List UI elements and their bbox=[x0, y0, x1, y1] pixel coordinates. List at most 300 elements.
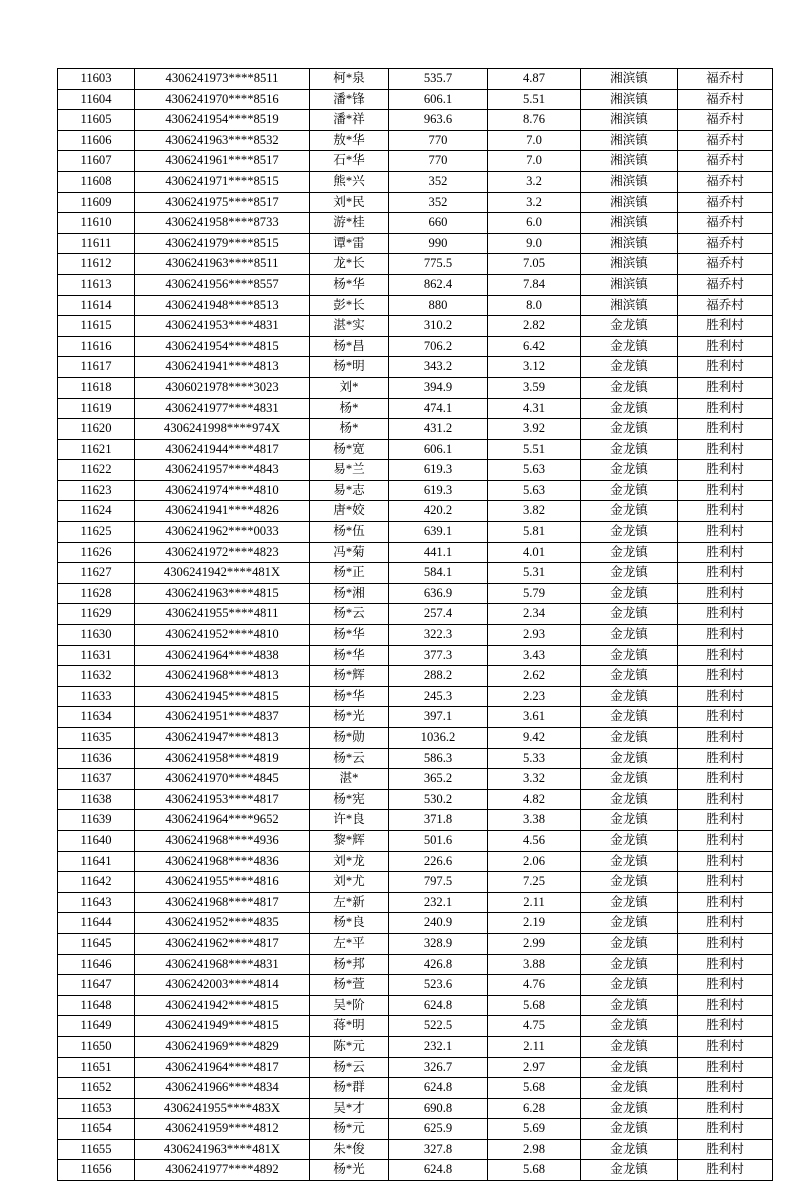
cell-village: 胜利村 bbox=[678, 501, 773, 522]
cell-town: 金龙镇 bbox=[581, 1036, 678, 1057]
cell-id: 11630 bbox=[58, 625, 135, 646]
cell-id-card: 4306241963****8511 bbox=[135, 254, 310, 275]
cell-id: 11638 bbox=[58, 789, 135, 810]
table-row bbox=[58, 316, 773, 337]
cell-name: 杨*伍 bbox=[310, 522, 389, 543]
cell-id-card: 4306241955****4816 bbox=[135, 872, 310, 893]
cell-village: 胜利村 bbox=[678, 336, 773, 357]
table-row bbox=[58, 666, 773, 687]
cell-town: 金龙镇 bbox=[581, 975, 678, 996]
cell-amount: 327.8 bbox=[389, 1139, 488, 1160]
cell-amount: 624.8 bbox=[389, 1160, 488, 1181]
cell-amount: 624.8 bbox=[389, 1078, 488, 1099]
table-row bbox=[58, 851, 773, 872]
cell-amount: 420.2 bbox=[389, 501, 488, 522]
cell-village: 胜利村 bbox=[678, 666, 773, 687]
cell-name: 杨* bbox=[310, 419, 389, 440]
cell-name: 吴*阶 bbox=[310, 995, 389, 1016]
cell-amount: 706.2 bbox=[389, 336, 488, 357]
cell-village: 胜利村 bbox=[678, 686, 773, 707]
cell-rate: 2.97 bbox=[488, 1057, 581, 1078]
table-row bbox=[58, 645, 773, 666]
cell-name: 黎*辉 bbox=[310, 830, 389, 851]
table-row bbox=[58, 830, 773, 851]
cell-town: 金龙镇 bbox=[581, 1057, 678, 1078]
table-row bbox=[58, 707, 773, 728]
table-row bbox=[58, 377, 773, 398]
cell-town: 金龙镇 bbox=[581, 357, 678, 378]
cell-name: 游*桂 bbox=[310, 213, 389, 234]
cell-village: 胜利村 bbox=[678, 954, 773, 975]
cell-village: 胜利村 bbox=[678, 913, 773, 934]
cell-village: 胜利村 bbox=[678, 398, 773, 419]
table-row bbox=[58, 419, 773, 440]
cell-village: 胜利村 bbox=[678, 728, 773, 749]
cell-town: 金龙镇 bbox=[581, 1098, 678, 1119]
cell-rate: 3.88 bbox=[488, 954, 581, 975]
cell-rate: 7.0 bbox=[488, 151, 581, 172]
cell-rate: 5.68 bbox=[488, 995, 581, 1016]
table-row bbox=[58, 89, 773, 110]
cell-id-card: 4306241963****4815 bbox=[135, 583, 310, 604]
table-row bbox=[58, 686, 773, 707]
cell-amount: 474.1 bbox=[389, 398, 488, 419]
cell-name: 左*新 bbox=[310, 892, 389, 913]
cell-town: 金龙镇 bbox=[581, 563, 678, 584]
cell-id-card: 4306241952****4835 bbox=[135, 913, 310, 934]
cell-amount: 639.1 bbox=[389, 522, 488, 543]
cell-town: 金龙镇 bbox=[581, 522, 678, 543]
cell-id-card: 4306241975****8517 bbox=[135, 192, 310, 213]
cell-village: 胜利村 bbox=[678, 316, 773, 337]
cell-amount: 371.8 bbox=[389, 810, 488, 831]
cell-amount: 352 bbox=[389, 192, 488, 213]
cell-name: 杨*元 bbox=[310, 1119, 389, 1140]
cell-town: 金龙镇 bbox=[581, 913, 678, 934]
cell-id: 11635 bbox=[58, 728, 135, 749]
cell-village: 胜利村 bbox=[678, 707, 773, 728]
cell-town: 金龙镇 bbox=[581, 707, 678, 728]
cell-village: 胜利村 bbox=[678, 851, 773, 872]
cell-id-card: 4306241963****8532 bbox=[135, 130, 310, 151]
cell-name: 石*华 bbox=[310, 151, 389, 172]
cell-id: 11651 bbox=[58, 1057, 135, 1078]
cell-town: 金龙镇 bbox=[581, 728, 678, 749]
cell-id: 11618 bbox=[58, 377, 135, 398]
cell-village: 福乔村 bbox=[678, 274, 773, 295]
cell-rate: 6.0 bbox=[488, 213, 581, 234]
table-row bbox=[58, 789, 773, 810]
cell-amount: 522.5 bbox=[389, 1016, 488, 1037]
cell-name: 杨*宪 bbox=[310, 789, 389, 810]
cell-village: 胜利村 bbox=[678, 1016, 773, 1037]
cell-village: 胜利村 bbox=[678, 1036, 773, 1057]
cell-rate: 5.68 bbox=[488, 1160, 581, 1181]
cell-village: 胜利村 bbox=[678, 769, 773, 790]
cell-name: 潘*锋 bbox=[310, 89, 389, 110]
cell-id-card: 4306241964****4817 bbox=[135, 1057, 310, 1078]
table-row bbox=[58, 913, 773, 934]
cell-town: 金龙镇 bbox=[581, 583, 678, 604]
cell-rate: 2.93 bbox=[488, 625, 581, 646]
table-row bbox=[58, 1078, 773, 1099]
cell-name: 杨*良 bbox=[310, 913, 389, 934]
cell-town: 金龙镇 bbox=[581, 501, 678, 522]
cell-rate: 7.25 bbox=[488, 872, 581, 893]
cell-id-card: 4306241955****4811 bbox=[135, 604, 310, 625]
cell-rate: 4.01 bbox=[488, 542, 581, 563]
cell-town: 湘滨镇 bbox=[581, 295, 678, 316]
cell-id: 11644 bbox=[58, 913, 135, 934]
table-row bbox=[58, 769, 773, 790]
cell-name: 杨*云 bbox=[310, 1057, 389, 1078]
cell-amount: 619.3 bbox=[389, 480, 488, 501]
cell-town: 金龙镇 bbox=[581, 377, 678, 398]
table-row bbox=[58, 604, 773, 625]
cell-amount: 862.4 bbox=[389, 274, 488, 295]
cell-name: 杨*昌 bbox=[310, 336, 389, 357]
cell-id-card: 4306021978****3023 bbox=[135, 377, 310, 398]
table-row bbox=[58, 1016, 773, 1037]
cell-id-card: 4306241941****4826 bbox=[135, 501, 310, 522]
cell-id: 11612 bbox=[58, 254, 135, 275]
cell-id-card: 4306241957****4843 bbox=[135, 460, 310, 481]
cell-id-card: 4306241947****4813 bbox=[135, 728, 310, 749]
cell-town: 金龙镇 bbox=[581, 419, 678, 440]
cell-id: 11615 bbox=[58, 316, 135, 337]
table-row bbox=[58, 213, 773, 234]
cell-town: 湘滨镇 bbox=[581, 130, 678, 151]
cell-rate: 4.82 bbox=[488, 789, 581, 810]
cell-town: 湘滨镇 bbox=[581, 171, 678, 192]
table-row bbox=[58, 254, 773, 275]
cell-id: 11652 bbox=[58, 1078, 135, 1099]
cell-amount: 690.8 bbox=[389, 1098, 488, 1119]
cell-name: 杨*明 bbox=[310, 357, 389, 378]
table-row bbox=[58, 892, 773, 913]
cell-id: 11648 bbox=[58, 995, 135, 1016]
cell-village: 胜利村 bbox=[678, 604, 773, 625]
table-row bbox=[58, 1139, 773, 1160]
cell-id: 11655 bbox=[58, 1139, 135, 1160]
cell-amount: 606.1 bbox=[389, 89, 488, 110]
cell-town: 湘滨镇 bbox=[581, 213, 678, 234]
cell-name: 刘* bbox=[310, 377, 389, 398]
table-row bbox=[58, 1057, 773, 1078]
cell-village: 胜利村 bbox=[678, 1057, 773, 1078]
cell-id: 11647 bbox=[58, 975, 135, 996]
cell-id-card: 4306242003****4814 bbox=[135, 975, 310, 996]
cell-rate: 9.42 bbox=[488, 728, 581, 749]
cell-id-card: 4306241954****4815 bbox=[135, 336, 310, 357]
cell-amount: 394.9 bbox=[389, 377, 488, 398]
cell-village: 胜利村 bbox=[678, 872, 773, 893]
cell-name: 唐*姣 bbox=[310, 501, 389, 522]
cell-name: 朱*俊 bbox=[310, 1139, 389, 1160]
cell-id: 11604 bbox=[58, 89, 135, 110]
cell-village: 胜利村 bbox=[678, 933, 773, 954]
cell-id-card: 4306241942****4815 bbox=[135, 995, 310, 1016]
cell-name: 杨*光 bbox=[310, 1160, 389, 1181]
cell-name: 陈*元 bbox=[310, 1036, 389, 1057]
cell-town: 湘滨镇 bbox=[581, 89, 678, 110]
cell-rate: 4.75 bbox=[488, 1016, 581, 1037]
cell-id-card: 4306241956****8557 bbox=[135, 274, 310, 295]
cell-name: 吴*才 bbox=[310, 1098, 389, 1119]
cell-town: 金龙镇 bbox=[581, 336, 678, 357]
cell-id-card: 4306241972****4823 bbox=[135, 542, 310, 563]
cell-town: 金龙镇 bbox=[581, 769, 678, 790]
cell-name: 杨*湘 bbox=[310, 583, 389, 604]
cell-id: 11628 bbox=[58, 583, 135, 604]
cell-rate: 4.76 bbox=[488, 975, 581, 996]
cell-name: 湛* bbox=[310, 769, 389, 790]
cell-id: 11633 bbox=[58, 686, 135, 707]
cell-village: 福乔村 bbox=[678, 192, 773, 213]
cell-id: 11616 bbox=[58, 336, 135, 357]
cell-village: 胜利村 bbox=[678, 975, 773, 996]
cell-rate: 3.82 bbox=[488, 501, 581, 522]
cell-rate: 5.51 bbox=[488, 89, 581, 110]
table-row bbox=[58, 295, 773, 316]
cell-village: 胜利村 bbox=[678, 419, 773, 440]
cell-village: 胜利村 bbox=[678, 583, 773, 604]
cell-id-card: 4306241954****8519 bbox=[135, 110, 310, 131]
cell-amount: 431.2 bbox=[389, 419, 488, 440]
cell-id-card: 4306241962****0033 bbox=[135, 522, 310, 543]
cell-id: 11640 bbox=[58, 830, 135, 851]
cell-rate: 5.31 bbox=[488, 563, 581, 584]
table-row bbox=[58, 274, 773, 295]
cell-rate: 2.62 bbox=[488, 666, 581, 687]
table-row bbox=[58, 1098, 773, 1119]
cell-village: 胜利村 bbox=[678, 1139, 773, 1160]
cell-village: 福乔村 bbox=[678, 233, 773, 254]
table-row bbox=[58, 933, 773, 954]
cell-village: 福乔村 bbox=[678, 110, 773, 131]
cell-id: 11641 bbox=[58, 851, 135, 872]
cell-town: 金龙镇 bbox=[581, 686, 678, 707]
cell-amount: 288.2 bbox=[389, 666, 488, 687]
table-row bbox=[58, 583, 773, 604]
cell-amount: 530.2 bbox=[389, 789, 488, 810]
cell-village: 胜利村 bbox=[678, 830, 773, 851]
cell-id: 11614 bbox=[58, 295, 135, 316]
cell-town: 金龙镇 bbox=[581, 398, 678, 419]
cell-village: 胜利村 bbox=[678, 810, 773, 831]
cell-name: 蒋*明 bbox=[310, 1016, 389, 1037]
cell-rate: 2.23 bbox=[488, 686, 581, 707]
cell-id-card: 4306241961****8517 bbox=[135, 151, 310, 172]
cell-amount: 660 bbox=[389, 213, 488, 234]
cell-amount: 245.3 bbox=[389, 686, 488, 707]
table-row bbox=[58, 810, 773, 831]
cell-id-card: 4306241964****9652 bbox=[135, 810, 310, 831]
table-row bbox=[58, 563, 773, 584]
cell-town: 金龙镇 bbox=[581, 892, 678, 913]
cell-id-card: 4306241968****4817 bbox=[135, 892, 310, 913]
cell-town: 金龙镇 bbox=[581, 830, 678, 851]
cell-rate: 9.0 bbox=[488, 233, 581, 254]
table-row bbox=[58, 872, 773, 893]
cell-id-card: 4306241958****8733 bbox=[135, 213, 310, 234]
table-row bbox=[58, 151, 773, 172]
cell-village: 胜利村 bbox=[678, 522, 773, 543]
cell-village: 胜利村 bbox=[678, 789, 773, 810]
table-row bbox=[58, 233, 773, 254]
cell-amount: 365.2 bbox=[389, 769, 488, 790]
cell-town: 湘滨镇 bbox=[581, 110, 678, 131]
cell-id-card: 4306241970****8516 bbox=[135, 89, 310, 110]
cell-id: 11636 bbox=[58, 748, 135, 769]
cell-id: 11645 bbox=[58, 933, 135, 954]
cell-amount: 322.3 bbox=[389, 625, 488, 646]
cell-id-card: 4306241969****4829 bbox=[135, 1036, 310, 1057]
cell-name: 易*兰 bbox=[310, 460, 389, 481]
cell-name: 杨*群 bbox=[310, 1078, 389, 1099]
cell-name: 杨*云 bbox=[310, 748, 389, 769]
cell-village: 胜利村 bbox=[678, 1098, 773, 1119]
cell-town: 湘滨镇 bbox=[581, 254, 678, 275]
cell-name: 熊*兴 bbox=[310, 171, 389, 192]
cell-rate: 2.99 bbox=[488, 933, 581, 954]
cell-name: 刘*龙 bbox=[310, 851, 389, 872]
table-row bbox=[58, 336, 773, 357]
cell-id: 11611 bbox=[58, 233, 135, 254]
table-row bbox=[58, 480, 773, 501]
cell-id: 11627 bbox=[58, 563, 135, 584]
cell-rate: 2.11 bbox=[488, 892, 581, 913]
table-row bbox=[58, 995, 773, 1016]
cell-id: 11649 bbox=[58, 1016, 135, 1037]
cell-town: 金龙镇 bbox=[581, 645, 678, 666]
cell-village: 胜利村 bbox=[678, 542, 773, 563]
cell-id-card: 4306241953****4831 bbox=[135, 316, 310, 337]
cell-village: 福乔村 bbox=[678, 130, 773, 151]
cell-town: 金龙镇 bbox=[581, 851, 678, 872]
cell-rate: 5.63 bbox=[488, 460, 581, 481]
cell-id: 11625 bbox=[58, 522, 135, 543]
cell-amount: 352 bbox=[389, 171, 488, 192]
cell-town: 金龙镇 bbox=[581, 604, 678, 625]
cell-rate: 3.32 bbox=[488, 769, 581, 790]
table-row bbox=[58, 69, 773, 90]
cell-name: 龙*长 bbox=[310, 254, 389, 275]
cell-town: 金龙镇 bbox=[581, 1160, 678, 1181]
cell-rate: 3.43 bbox=[488, 645, 581, 666]
cell-amount: 619.3 bbox=[389, 460, 488, 481]
cell-name: 杨*萱 bbox=[310, 975, 389, 996]
cell-village: 胜利村 bbox=[678, 1160, 773, 1181]
cell-town: 金龙镇 bbox=[581, 439, 678, 460]
cell-rate: 5.79 bbox=[488, 583, 581, 604]
cell-amount: 584.1 bbox=[389, 563, 488, 584]
cell-amount: 441.1 bbox=[389, 542, 488, 563]
cell-id-card: 4306241951****4837 bbox=[135, 707, 310, 728]
cell-rate: 3.92 bbox=[488, 419, 581, 440]
cell-name: 杨*光 bbox=[310, 707, 389, 728]
cell-town: 金龙镇 bbox=[581, 789, 678, 810]
cell-amount: 426.8 bbox=[389, 954, 488, 975]
cell-amount: 257.4 bbox=[389, 604, 488, 625]
cell-amount: 770 bbox=[389, 130, 488, 151]
cell-name: 杨*邦 bbox=[310, 954, 389, 975]
cell-name: 刘*民 bbox=[310, 192, 389, 213]
cell-town: 湘滨镇 bbox=[581, 274, 678, 295]
cell-rate: 2.98 bbox=[488, 1139, 581, 1160]
cell-town: 湘滨镇 bbox=[581, 69, 678, 90]
cell-rate: 8.76 bbox=[488, 110, 581, 131]
cell-name: 杨*华 bbox=[310, 274, 389, 295]
cell-name: 彭*长 bbox=[310, 295, 389, 316]
cell-id-card: 4306241949****4815 bbox=[135, 1016, 310, 1037]
cell-id: 11605 bbox=[58, 110, 135, 131]
cell-rate: 3.12 bbox=[488, 357, 581, 378]
cell-village: 胜利村 bbox=[678, 480, 773, 501]
cell-rate: 5.63 bbox=[488, 480, 581, 501]
cell-rate: 3.2 bbox=[488, 192, 581, 213]
cell-village: 胜利村 bbox=[678, 645, 773, 666]
cell-id: 11607 bbox=[58, 151, 135, 172]
cell-town: 金龙镇 bbox=[581, 995, 678, 1016]
cell-id: 11626 bbox=[58, 542, 135, 563]
cell-id: 11613 bbox=[58, 274, 135, 295]
table-row bbox=[58, 542, 773, 563]
cell-id: 11643 bbox=[58, 892, 135, 913]
cell-name: 杨*勋 bbox=[310, 728, 389, 749]
table-row bbox=[58, 130, 773, 151]
cell-amount: 310.2 bbox=[389, 316, 488, 337]
cell-id-card: 4306241959****4812 bbox=[135, 1119, 310, 1140]
cell-town: 金龙镇 bbox=[581, 480, 678, 501]
cell-rate: 5.33 bbox=[488, 748, 581, 769]
cell-rate: 7.0 bbox=[488, 130, 581, 151]
cell-id-card: 4306241998****974X bbox=[135, 419, 310, 440]
cell-id: 11632 bbox=[58, 666, 135, 687]
cell-id-card: 4306241977****4831 bbox=[135, 398, 310, 419]
table-row bbox=[58, 110, 773, 131]
cell-name: 敖*华 bbox=[310, 130, 389, 151]
table-row bbox=[58, 357, 773, 378]
cell-amount: 990 bbox=[389, 233, 488, 254]
cell-village: 胜利村 bbox=[678, 1078, 773, 1099]
cell-amount: 397.1 bbox=[389, 707, 488, 728]
cell-id-card: 4306241970****4845 bbox=[135, 769, 310, 790]
cell-rate: 8.0 bbox=[488, 295, 581, 316]
cell-name: 湛*实 bbox=[310, 316, 389, 337]
cell-rate: 7.05 bbox=[488, 254, 581, 275]
cell-name: 易*志 bbox=[310, 480, 389, 501]
cell-id-card: 4306241963****481X bbox=[135, 1139, 310, 1160]
cell-rate: 7.84 bbox=[488, 274, 581, 295]
cell-rate: 2.11 bbox=[488, 1036, 581, 1057]
table-row bbox=[58, 439, 773, 460]
cell-amount: 226.6 bbox=[389, 851, 488, 872]
cell-name: 刘*尤 bbox=[310, 872, 389, 893]
cell-rate: 5.69 bbox=[488, 1119, 581, 1140]
cell-amount: 880 bbox=[389, 295, 488, 316]
cell-rate: 5.51 bbox=[488, 439, 581, 460]
cell-village: 福乔村 bbox=[678, 89, 773, 110]
cell-town: 金龙镇 bbox=[581, 933, 678, 954]
table-row bbox=[58, 501, 773, 522]
cell-id: 11631 bbox=[58, 645, 135, 666]
table-row bbox=[58, 1036, 773, 1057]
cell-amount: 775.5 bbox=[389, 254, 488, 275]
cell-town: 金龙镇 bbox=[581, 1139, 678, 1160]
cell-amount: 586.3 bbox=[389, 748, 488, 769]
cell-id-card: 4306241977****4892 bbox=[135, 1160, 310, 1181]
